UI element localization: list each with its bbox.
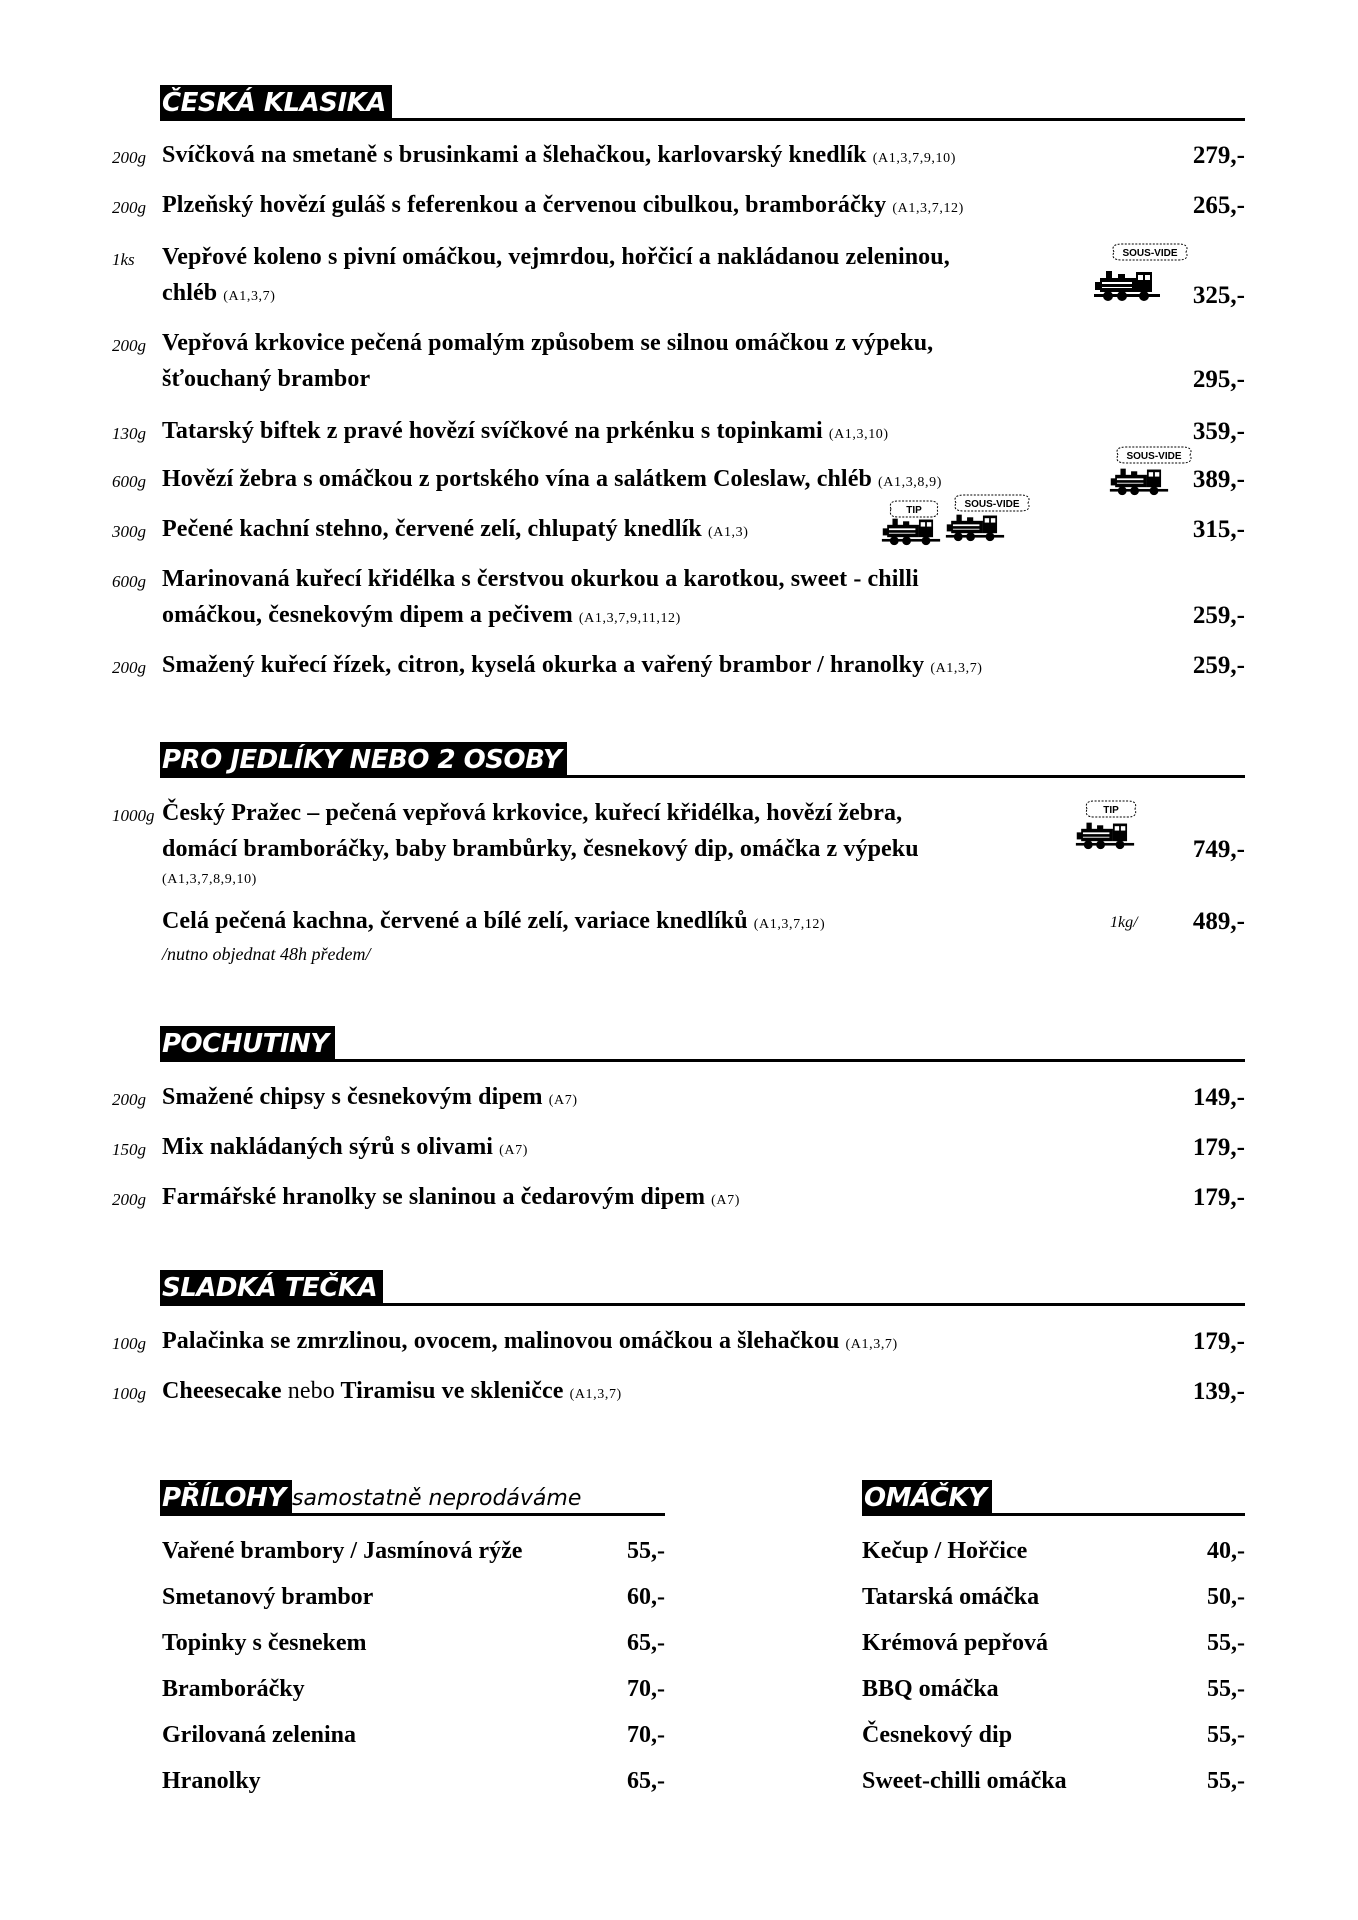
menu-item-name: Smažené chipsy s česnekovým dipem (A7): [162, 1084, 578, 1110]
section-rule: [160, 1303, 1245, 1306]
allergens: (A1,3,7,8,9,10): [162, 872, 257, 887]
menu-item-price: 279,-: [1192, 142, 1245, 169]
side-item-price: 65,-: [627, 1768, 665, 1794]
menu-item-price: 139,-: [1192, 1378, 1245, 1405]
item-weight: 200g: [112, 658, 146, 677]
item-weight: 1000g: [112, 806, 155, 825]
item-weight: 100g: [112, 1334, 146, 1353]
locomotive-icon: [880, 516, 942, 546]
sous-vide-text: SOUS-VIDE: [1126, 451, 1182, 462]
menu-item-name: Plzeňský hovězí guláš s feferenkou a červenou cibulkou, bramboráčky (A1,3,7,12): [162, 192, 964, 218]
menu-item-price: 259,-: [1192, 602, 1245, 629]
section-title-omacky: OMÁČKY: [862, 1480, 992, 1516]
section-title-prilohy: PŘÍLOHY: [160, 1480, 292, 1516]
sauce-item-price: 55,-: [1207, 1676, 1245, 1702]
allergens: (A1,3,7): [930, 661, 983, 676]
item-weight: 200g: [112, 198, 146, 217]
menu-item-price: 265,-: [1192, 192, 1245, 219]
sauce-item-price: 50,-: [1207, 1584, 1245, 1610]
per-unit-label: 1kg/: [1110, 914, 1138, 931]
side-item-name: Topinky s česnekem: [162, 1630, 367, 1656]
side-item-name: Hranolky: [162, 1768, 261, 1794]
sauce-item-price: 55,-: [1207, 1768, 1245, 1794]
allergens: (A1,3,10): [828, 427, 889, 442]
sauce-item-name: Krémová pepřová: [862, 1630, 1048, 1656]
section-rule: [160, 118, 1245, 121]
item-weight: 200g: [112, 148, 146, 167]
section-rule: [160, 775, 1245, 778]
menu-item-name: Celá pečená kachna, červené a bílé zelí, variace knedlíků (A1,3,7,12): [162, 908, 826, 934]
side-item-price: 55,-: [627, 1538, 665, 1564]
menu-item-price: 179,-: [1192, 1328, 1245, 1355]
allergens: (A1,3,7,9,10): [872, 151, 956, 166]
item-weight: 300g: [112, 522, 146, 541]
menu-item-price: 325,-: [1192, 282, 1245, 309]
sauce-item-price: 55,-: [1207, 1722, 1245, 1748]
menu-item-name: Český Pražec – pečená vepřová krkovice, kuřecí křidélka, hovězí žebra,: [162, 800, 903, 826]
sauce-item-price: 40,-: [1207, 1538, 1245, 1564]
allergens: (A1,3,7): [569, 1387, 622, 1402]
item-weight: 150g: [112, 1140, 146, 1159]
menu-item-price: 179,-: [1192, 1134, 1245, 1161]
menu-item-price: 749,-: [1192, 836, 1245, 863]
menu-item-name: Tatarský biftek z pravé hovězí svíčkové na prkénku s topinkami (A1,3,10): [162, 418, 889, 444]
item-weight: 200g: [112, 336, 146, 355]
menu-item-price: 259,-: [1192, 652, 1245, 679]
section-note: samostatně neprodáváme: [292, 1486, 582, 1511]
side-item-price: 65,-: [627, 1630, 665, 1656]
item-weight: 100g: [112, 1384, 146, 1403]
menu-item-price: 359,-: [1192, 418, 1245, 445]
menu-item-name: Cheesecake nebo Tiramisu ve skleničce (A1,3,7): [162, 1378, 622, 1404]
allergens: (A7): [711, 1193, 740, 1208]
allergens: (A7): [499, 1143, 529, 1158]
menu-item-price: 295,-: [1192, 366, 1245, 393]
side-item-name: Smetanový brambor: [162, 1584, 374, 1610]
menu-item-name-cont: domácí bramboráčky, baby brambůrky, česnekový dip, omáčka z výpeku: [162, 836, 919, 862]
sous-vide-text: SOUS-VIDE: [964, 499, 1020, 510]
sous-vide-text: SOUS-VIDE: [1122, 248, 1178, 259]
menu-item-name: Palačinka se zmrzlinou, ovocem, malinovou omáčkou a šlehačkou (A1,3,7): [162, 1328, 898, 1354]
section-rule: [160, 1513, 665, 1516]
sous-vide-badge: [1108, 240, 1192, 264]
allergens: (A1,3,7,9,11,12): [578, 611, 681, 626]
sauce-item-name: Tatarská omáčka: [862, 1584, 1040, 1610]
menu-item-name: Farmářské hranolky se slaninou a čedarovým dipem (A7): [162, 1184, 740, 1210]
sous-vide-badge: [1112, 444, 1196, 466]
menu-item-name: Marinovaná kuřecí křidélka s čerstvou okurkou a karotkou, sweet - chilli: [162, 566, 919, 592]
sauce-item-name: Česnekový dip: [862, 1722, 1013, 1748]
menu-item-name-cont: omáčkou, česnekovým dipem a pečivem (A1,3,7,9,11,12): [162, 602, 681, 628]
side-item-name: Vařené brambory / Jasmínová rýže: [162, 1538, 523, 1564]
menu-item-name-cont: chléb (A1,3,7): [162, 280, 276, 306]
sauce-item-name: BBQ omáčka: [862, 1676, 999, 1702]
menu-item-name: Hovězí žebra s omáčkou z portského vína a salátkem Coleslaw, chléb (A1,3,8,9): [162, 466, 942, 492]
allergens: (A1,3,7,12): [753, 917, 826, 932]
menu-item-name: Smažený kuřecí řízek, citron, kyselá okurka a vařený brambor / hranolky (A1,3,7): [162, 652, 983, 678]
allergens: (A1,3,7): [223, 289, 276, 304]
item-weight: 200g: [112, 1090, 146, 1109]
locomotive-icon: [1074, 820, 1136, 850]
section-title-sladka: SLADKÁ TEČKA: [160, 1270, 383, 1306]
order-note: /nutno objednat 48h předem/: [162, 944, 371, 964]
allergens: (A1,3,8,9): [878, 475, 942, 490]
menu-item-price: 179,-: [1192, 1184, 1245, 1211]
section-title-pochutiny: POCHUTINY: [160, 1026, 335, 1062]
menu-item-name: Vepřová krkovice pečená pomalým způsobem se silnou omáčkou z výpeku,: [162, 330, 934, 356]
locomotive-icon: [1092, 268, 1162, 302]
allergens: (A1,3,7,12): [892, 201, 964, 216]
item-weight: 600g: [112, 572, 146, 591]
sauce-item-name: Sweet-chilli omáčka: [862, 1768, 1067, 1794]
item-weight: 130g: [112, 424, 146, 443]
tip-badge: [1082, 798, 1140, 820]
menu-item-name: Svíčková na smetaně s brusinkami a šlehačkou, karlovarský knedlík (A1,3,7,9,10): [162, 142, 956, 168]
item-weight: 600g: [112, 472, 146, 491]
side-item-price: 60,-: [627, 1584, 665, 1610]
side-item-price: 70,-: [627, 1676, 665, 1702]
allergens: (A1,3): [707, 525, 749, 540]
section-title-jedliky: PRO JEDLÍKY NEBO 2 OSOBY: [160, 742, 567, 778]
item-weight: 200g: [112, 1190, 146, 1209]
sauce-item-price: 55,-: [1207, 1630, 1245, 1656]
side-item-name: Bramboráčky: [162, 1676, 305, 1702]
menu-item-name: Vepřové koleno s pivní omáčkou, vejmrdou, hořčicí a nakládanou zeleninou,: [162, 244, 950, 270]
menu-item-price: 149,-: [1192, 1084, 1245, 1111]
item-weight: 1ks: [112, 250, 135, 269]
section-rule: [862, 1513, 1245, 1516]
side-item-name: Grilovaná zelenina: [162, 1722, 356, 1748]
tip-text: TIP: [906, 505, 922, 516]
menu-item-price: 489,-: [1192, 908, 1245, 935]
locomotive-icon: [944, 512, 1006, 542]
allergens: (A1,3,7): [845, 1337, 898, 1352]
menu-item-name: Mix nakládaných sýrů s olivami (A7): [162, 1134, 529, 1160]
menu-item-price: 315,-: [1192, 516, 1245, 543]
sous-vide-badge: [950, 492, 1034, 514]
section-rule: [160, 1059, 1245, 1062]
section-title-klasika: ČESKÁ KLASIKA: [160, 85, 392, 121]
menu-item-price: 389,-: [1192, 466, 1245, 493]
sauce-item-name: Kečup / Hořčice: [862, 1538, 1028, 1564]
menu-item-name: Pečené kachní stehno, červené zelí, chlupatý knedlík (A1,3): [162, 516, 749, 542]
side-item-price: 70,-: [627, 1722, 665, 1748]
tip-text: TIP: [1103, 805, 1119, 816]
allergens: (A7): [548, 1093, 578, 1108]
menu-item-name-cont: šťouchaný brambor: [162, 366, 371, 392]
